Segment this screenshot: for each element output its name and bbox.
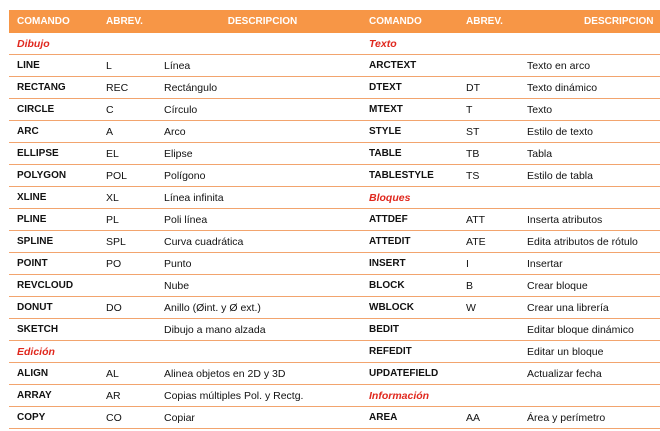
command-abbr-left: PL	[98, 209, 156, 231]
command-description-right: Texto	[519, 99, 660, 121]
command-abbr-right: ST	[458, 121, 519, 143]
command-description-left: Curva cuadrática	[156, 231, 361, 253]
command-abbr-right: I	[458, 253, 519, 275]
command-abbr-right	[458, 55, 519, 77]
table-row	[9, 143, 660, 165]
header-description-right: DESCRIPCION	[519, 10, 660, 33]
command-abbr-right: ATE	[458, 231, 519, 253]
command-abbr-right: W	[458, 297, 519, 319]
command-description-right: Texto dinámico	[519, 77, 660, 99]
command-name-right: UPDATEFIELD	[361, 363, 458, 385]
command-name-left: REVCLOUD	[9, 275, 98, 297]
command-abbr-left: XL	[98, 187, 156, 209]
command-description-left: Polígono	[156, 165, 361, 187]
table-body	[9, 33, 660, 429]
table-row	[9, 165, 660, 187]
command-table	[9, 10, 660, 429]
command-name-left: POINT	[9, 253, 98, 275]
section-heading-right: Información	[361, 385, 660, 407]
command-abbr-left: PO	[98, 253, 156, 275]
command-description-right: Edita atributos de rótulo	[519, 231, 660, 253]
command-description-left: Alinea objetos en 2D y 3D	[156, 363, 361, 385]
command-abbr-right	[458, 319, 519, 341]
command-description-right: Editar un bloque	[519, 341, 660, 363]
table-row	[9, 363, 660, 385]
header-abbr-right: ABREV.	[458, 10, 519, 33]
command-abbr-left: L	[98, 55, 156, 77]
command-name-right: ATTDEF	[361, 209, 458, 231]
table-row	[9, 231, 660, 253]
command-abbr-right	[458, 363, 519, 385]
table-row	[9, 55, 660, 77]
command-abbr-left: POL	[98, 165, 156, 187]
command-name-right: BLOCK	[361, 275, 458, 297]
command-description-left: Círculo	[156, 99, 361, 121]
command-abbr-left: A	[98, 121, 156, 143]
command-name-left: ARC	[9, 121, 98, 143]
header-command-left: COMANDO	[9, 10, 98, 33]
command-description-left: Punto	[156, 253, 361, 275]
table-row	[9, 187, 660, 209]
command-name-right: BEDIT	[361, 319, 458, 341]
command-abbr-left: EL	[98, 143, 156, 165]
command-name-left: RECTANG	[9, 77, 98, 99]
table-row	[9, 319, 660, 341]
command-description-left: Rectángulo	[156, 77, 361, 99]
table-row	[9, 297, 660, 319]
command-name-left: COPY	[9, 407, 98, 429]
command-name-right: DTEXT	[361, 77, 458, 99]
command-description-right: Crear bloque	[519, 275, 660, 297]
command-description-right: Insertar	[519, 253, 660, 275]
command-abbr-left: CO	[98, 407, 156, 429]
command-abbr-left: C	[98, 99, 156, 121]
command-name-right: ARCTEXT	[361, 55, 458, 77]
command-abbr-left: REC	[98, 77, 156, 99]
command-description-left: Arco	[156, 121, 361, 143]
command-description-right: Texto en arco	[519, 55, 660, 77]
command-name-left: LINE	[9, 55, 98, 77]
table-row	[9, 33, 660, 55]
command-name-left: ELLIPSE	[9, 143, 98, 165]
command-description-left: Anillo (Øint. y Ø ext.)	[156, 297, 361, 319]
section-heading-right: Texto	[361, 33, 660, 55]
command-description-left: Nube	[156, 275, 361, 297]
command-abbr-left: SPL	[98, 231, 156, 253]
command-abbr-left: AR	[98, 385, 156, 407]
command-name-left: SPLINE	[9, 231, 98, 253]
command-name-left: PLINE	[9, 209, 98, 231]
table-row	[9, 209, 660, 231]
command-name-right: REFEDIT	[361, 341, 458, 363]
command-abbr-right: AA	[458, 407, 519, 429]
command-name-left: DONUT	[9, 297, 98, 319]
command-name-left: POLYGON	[9, 165, 98, 187]
section-heading-left: Edición	[9, 341, 361, 363]
table-row	[9, 77, 660, 99]
table-row	[9, 407, 660, 429]
command-name-right: TABLESTYLE	[361, 165, 458, 187]
header-abbr-left: ABREV.	[98, 10, 156, 33]
command-name-right: TABLE	[361, 143, 458, 165]
command-abbr-right: DT	[458, 77, 519, 99]
table-row	[9, 341, 660, 363]
command-abbr-right: ATT	[458, 209, 519, 231]
command-description-left: Copias múltiples Pol. y Rectg.	[156, 385, 361, 407]
command-name-left: SKETCH	[9, 319, 98, 341]
command-name-left: XLINE	[9, 187, 98, 209]
command-abbr-left: AL	[98, 363, 156, 385]
header-description-left: DESCRIPCION	[156, 10, 361, 33]
command-abbr-left: DO	[98, 297, 156, 319]
table-row	[9, 99, 660, 121]
command-description-right: Estilo de texto	[519, 121, 660, 143]
table-row	[9, 385, 660, 407]
command-abbr-left	[98, 319, 156, 341]
header-row	[9, 10, 660, 33]
command-abbr-right: T	[458, 99, 519, 121]
command-name-left: ALIGN	[9, 363, 98, 385]
command-name-left: ARRAY	[9, 385, 98, 407]
table-row	[9, 121, 660, 143]
command-name-right: INSERT	[361, 253, 458, 275]
command-abbr-right	[458, 341, 519, 363]
header-command-right: COMANDO	[361, 10, 458, 33]
table-row	[9, 253, 660, 275]
command-abbr-right: B	[458, 275, 519, 297]
command-name-right: ATTEDIT	[361, 231, 458, 253]
command-description-left: Elipse	[156, 143, 361, 165]
command-abbr-right: TS	[458, 165, 519, 187]
command-description-right: Área y perímetro	[519, 407, 660, 429]
command-description-left: Línea	[156, 55, 361, 77]
command-description-left: Copiar	[156, 407, 361, 429]
table-row	[9, 275, 660, 297]
command-name-right: AREA	[361, 407, 458, 429]
command-description-left: Dibujo a mano alzada	[156, 319, 361, 341]
table-header	[9, 10, 660, 33]
command-name-right: MTEXT	[361, 99, 458, 121]
command-description-right: Estilo de tabla	[519, 165, 660, 187]
command-description-left: Poli línea	[156, 209, 361, 231]
command-abbr-left	[98, 275, 156, 297]
command-abbr-right: TB	[458, 143, 519, 165]
command-description-left: Línea infinita	[156, 187, 361, 209]
command-description-right: Tabla	[519, 143, 660, 165]
command-name-right: STYLE	[361, 121, 458, 143]
command-description-right: Editar bloque dinámico	[519, 319, 660, 341]
command-name-left: CIRCLE	[9, 99, 98, 121]
section-heading-left: Dibujo	[9, 33, 361, 55]
command-description-right: Actualizar fecha	[519, 363, 660, 385]
command-description-right: Inserta atributos	[519, 209, 660, 231]
command-name-right: WBLOCK	[361, 297, 458, 319]
command-description-right: Crear una librería	[519, 297, 660, 319]
section-heading-right: Bloques	[361, 187, 660, 209]
